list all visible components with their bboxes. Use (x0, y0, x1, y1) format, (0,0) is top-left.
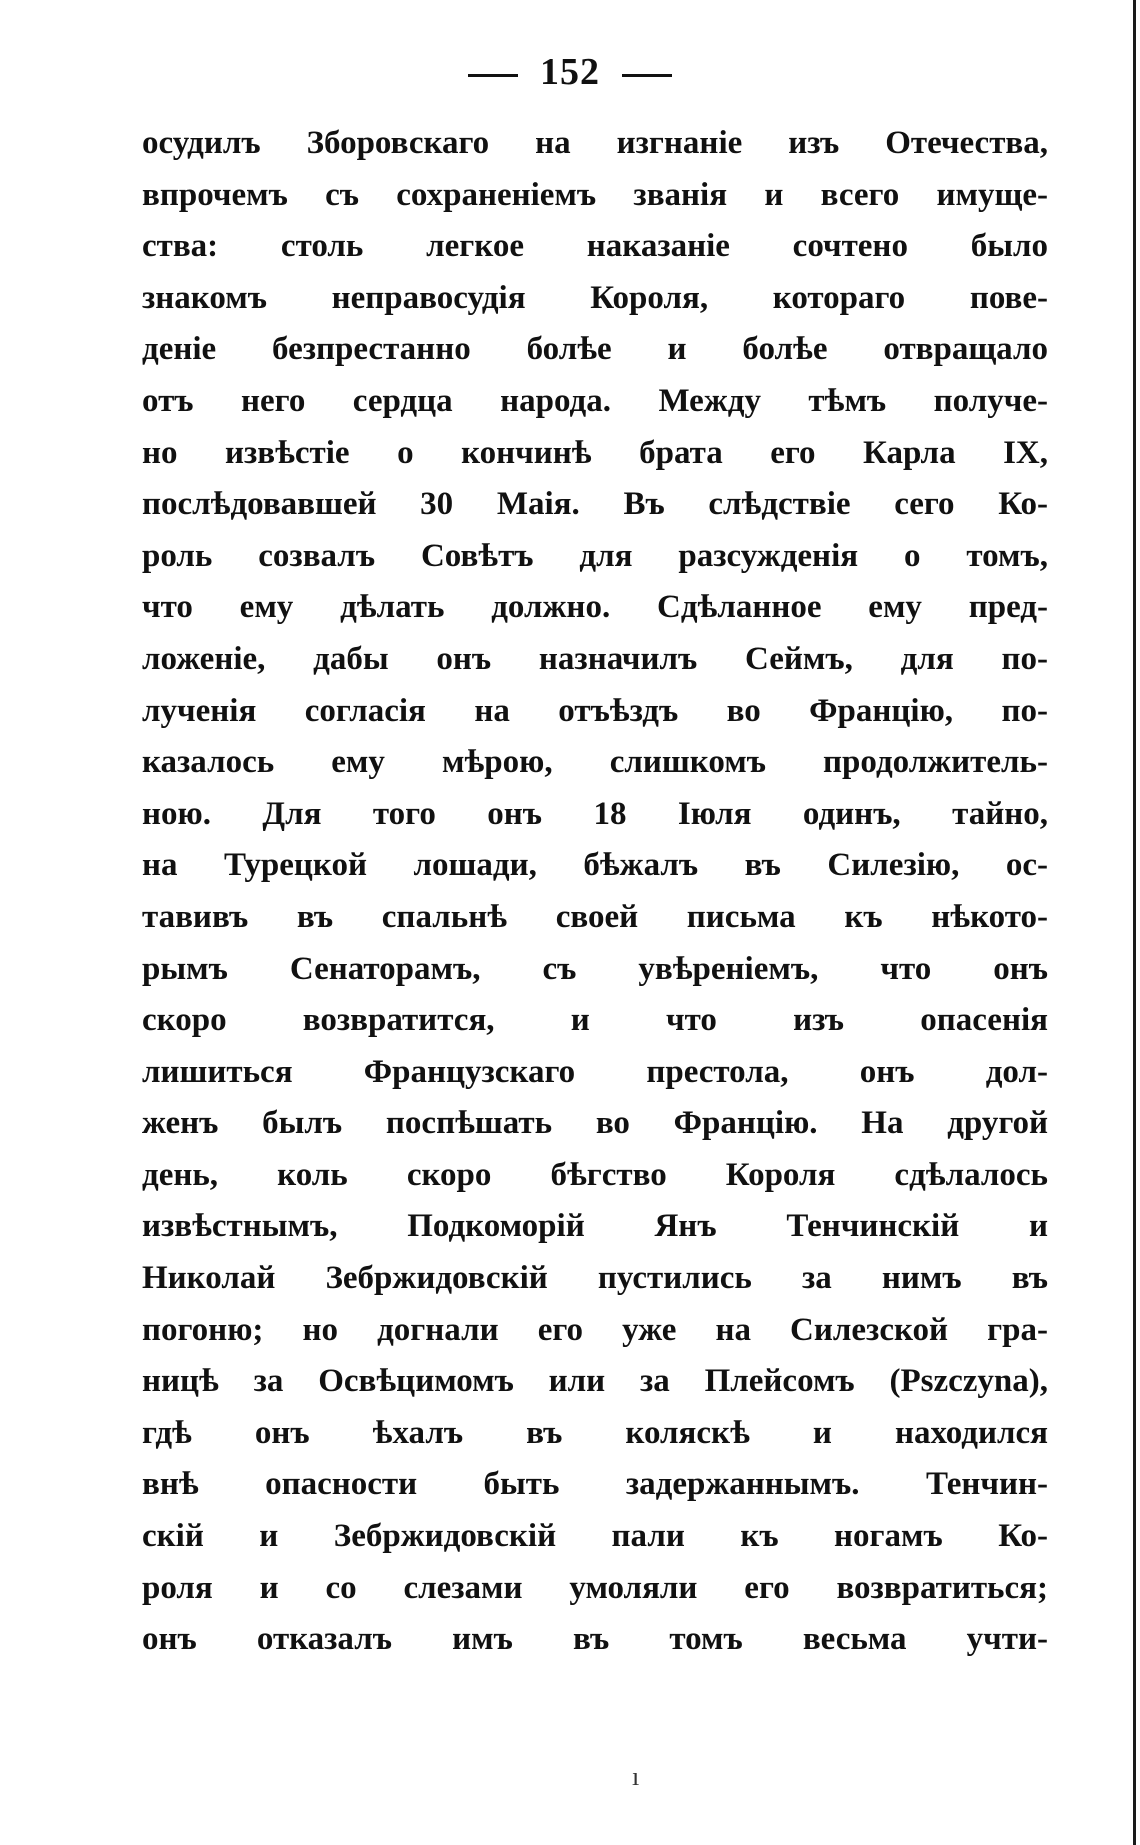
text-line: роля и со слезами умоляли его возвратиться; (142, 1569, 1048, 1606)
text-line: погоню; но догнали его уже на Силезской гра- (142, 1311, 1048, 1348)
body-text (142, 118, 1048, 1666)
text-line: знакомъ неправосудія Короля, котораго пове- (142, 279, 1048, 316)
text-line: роль созвалъ Совѣтъ для разсужденія о томъ, (142, 537, 1048, 574)
page-header (0, 50, 1140, 94)
text-line: ною. Для того онъ 18 Іюля одинъ, тайно, (142, 795, 1048, 832)
text-line: скоро возвратится, и что изъ опасенія (142, 1002, 1048, 1039)
text-line: впрочемъ съ сохраненіемъ званія и всего имуще- (142, 176, 1048, 213)
text-line: ложеніе, дабы онъ назначилъ Сеймъ, для по- (142, 640, 1048, 677)
text-line: казалось ему мѣрою, слишкомъ продолжитель- (142, 744, 1048, 781)
text-line: извѣстнымъ, Подкоморій Янъ Тенчинскій и (142, 1208, 1048, 1245)
text-line: лишиться Французскаго престола, онъ дол- (142, 1053, 1048, 1090)
text-line: онъ отказалъ имъ въ томъ весьма учти- (142, 1621, 1048, 1658)
text-line: деніе безпрестанно болѣе и болѣе отвращало (142, 331, 1048, 368)
text-line: Николай Зебржидовскій пустились за нимъ въ (142, 1260, 1048, 1297)
text-line: внѣ опасности быть задержаннымъ. Тенчин- (142, 1466, 1048, 1503)
text-line: день, коль скоро бѣгство Короля сдѣлалось (142, 1156, 1048, 1193)
text-line: женъ былъ поспѣшать во Францію. На другой (142, 1105, 1048, 1142)
text-line: на Турецкой лошади, бѣжалъ въ Силезію, ос- (142, 847, 1048, 884)
text-line: рымъ Сенаторамъ, съ увѣреніемъ, что онъ (142, 950, 1048, 987)
text-line: гдѣ онъ ѣхалъ въ коляскѣ и находился (142, 1414, 1048, 1451)
text-line: ницѣ за Освѣцимомъ или за Плейсомъ (Pszczyna), (142, 1363, 1048, 1400)
text-line: послѣдовавшей 30 Маія. Въ слѣдствіе сего Ко- (142, 486, 1048, 523)
text-line: что ему дѣлать должно. Сдѣланное ему пред- (142, 589, 1048, 626)
page-edge-rule (1133, 0, 1136, 1845)
text-line: отъ него сердца народа. Между тѣмъ получе- (142, 382, 1048, 419)
text-line: но извѣстіе о кончинѣ брата его Карла IX, (142, 434, 1048, 471)
footer-mark: ı (632, 1762, 640, 1791)
page-number: 152 (540, 51, 600, 93)
text-line: ства: столь легкое наказаніе сочтено было (142, 228, 1048, 265)
text-line: осудилъ Зборовскаго на изгнаніе изъ Отечества, (142, 125, 1048, 161)
header-dash-left (468, 74, 518, 77)
header-dash-right (622, 74, 672, 77)
text-line: тавивъ въ спальнѣ своей письма къ нѣкото- (142, 898, 1048, 935)
text-line: лученія согласія на отъѣздъ во Францію, по- (142, 692, 1048, 729)
text-line: скій и Зебржидовскій пали къ ногамъ Ко- (142, 1518, 1048, 1555)
